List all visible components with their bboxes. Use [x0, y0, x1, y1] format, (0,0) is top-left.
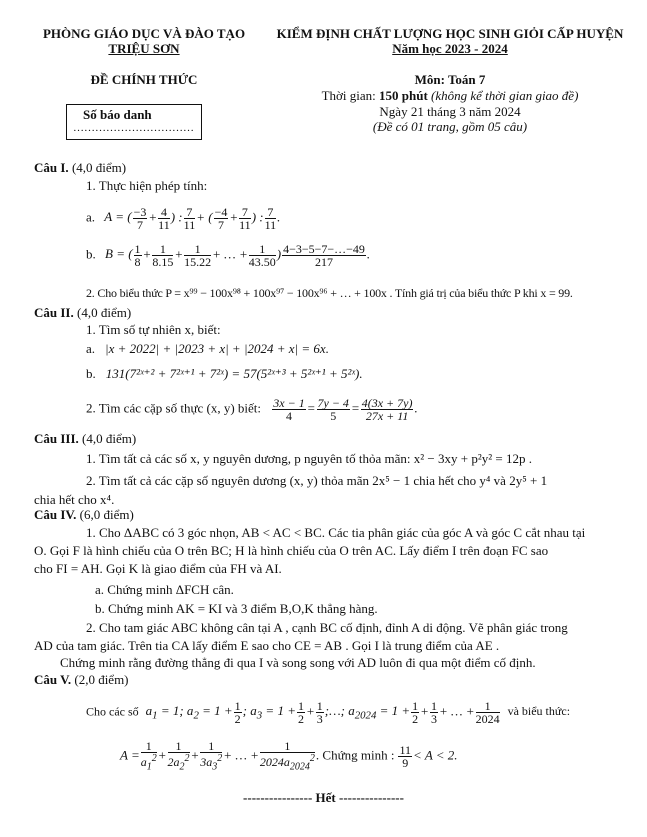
q2-item1: 1. Tìm số tự nhiên x, biết:	[86, 322, 221, 337]
official-label: ĐỀ CHÍNH THỨC	[90, 72, 198, 87]
district-name: TRIỆU SƠN	[108, 41, 180, 56]
exam-date: Ngày 21 tháng 3 năm 2024	[379, 104, 521, 119]
q4-p2-line2: AD của tam giác. Trên tia CA lấy điểm E sao cho CE = AB . Gọi I là trung điểm của AE .	[34, 638, 500, 653]
q4-p1-line3: cho FI = AH. Gọi K là giao điểm của FH và AI.	[34, 561, 282, 576]
q4-heading: Câu IV. (6,0 điểm)	[34, 507, 134, 522]
q2-heading: Câu II. (4,0 điểm)	[34, 305, 132, 320]
end-marker: ---------------- Hết ---------------	[243, 790, 404, 805]
q2-b: b. 131(7²ˣ⁺² + 7²ˣ⁺¹ + 7²ˣ) = 57(5²ˣ⁺³ + 5²ˣ⁺¹ + 5²ˣ).	[86, 366, 363, 381]
q3-item1: 1. Tìm tất cả các số x, y nguyên dương, p nguyên tố thỏa mãn: x² − 3xy + p²y² = 12p .	[86, 451, 532, 466]
q4-p2-line3: Chứng minh rằng đường thẳng đi qua I và song song với AD luôn đi qua một điểm cố định.	[60, 655, 536, 670]
candidate-number-label: Số báo danh	[83, 107, 152, 122]
page-info: (Đề có 01 trang, gồm 05 câu)	[372, 119, 528, 134]
q1-a: a. A = ( $\frac{-3}{7}$ + $\frac{4}{11}$ ) : $\frac{7}{11}$ + ( $\frac{-4}{7}$ + $\frac{7}{11}$ ) : $\frac{7}{11}$ .	[86, 205, 281, 232]
candidate-number-dots: ……………………………	[73, 122, 194, 134]
exam-time: Thời gian: 150 phút (không kể thời gian giao đề)	[321, 88, 579, 103]
school-year: Năm học 2023 - 2024	[392, 41, 508, 56]
q4-p1-b: b. Chứng minh AK = KI và 3 điểm B,O,K thẳng hàng.	[95, 601, 378, 616]
q4-p1-line2: O. Gọi F là hình chiếu của O trên BC; H là hình chiếu của O trên AC. Lấy điểm I trên đoạn FC sao	[34, 543, 549, 558]
q1-item1: 1. Thực hiện phép tính:	[86, 178, 208, 193]
q2-a: a. |x + 2022| + |2023 + x| + |2024 + x| = 6x.	[86, 341, 329, 356]
q1-heading: Câu I. (4,0 điểm)	[34, 160, 127, 175]
exam-title: KIỂM ĐỊNH CHẤT LƯỢNG HỌC SINH GIỎI CẤP HUYỆN	[276, 26, 624, 41]
candidate-number-box	[66, 104, 202, 140]
q1-b: b. B = ( $\frac{1}{8}$ + $\frac{1}{8.15}$ + $\frac{1}{15.22}$ + … + $\frac{1}{43.50}$ ) $\frac{4-3-5-7-\dots-49}{217}$ .	[86, 242, 371, 269]
q5-sequence: Cho các số $a_1 = 1$; $a_2 = 1$ + $\frac{1}{2}$ ; $a_3 = 1$ + $\frac{1}{2}$ + $\frac{1}{3}$ ;…; $a_{2024} = 1$ + $\frac{1}{2}$ + $\frac{1}{3}$ + … + $\frac{1}{2024}$ và biểu thức:	[86, 699, 571, 726]
subject: Môn: Toán 7	[414, 72, 486, 87]
q3-heading: Câu III. (4,0 điểm)	[34, 431, 137, 446]
q4-p2-line1: 2. Cho tam giác ABC không cân tại A , cạnh BC cố định, đỉnh A di động. Vẽ phân giác trong	[86, 620, 568, 635]
q3-item2: 2. Tìm tất cả các cặp số nguyên dương (x, y) thỏa mãn 2x⁵ − 1 chia hết cho y⁴ và 2y⁵ + 1	[86, 473, 548, 488]
q3-item2-cont: chia hết cho x⁴.	[34, 492, 115, 507]
dept-name: PHÒNG GIÁO DỤC VÀ ĐÀO TẠO	[42, 26, 246, 41]
q1-item2: 2. Cho biểu thức P = x⁹⁹ − 100x⁹⁸ + 100x⁹⁷ − 100x⁹⁶ + … + 100x . Tính giá trị của biểu thức P khi x = 99.	[86, 286, 573, 300]
q4-p1-line1: 1. Cho ΔABC có 3 góc nhọn, AB < AC < BC. Các tia phân giác của góc A và góc C cắt nhau tại	[86, 525, 586, 540]
q2-item2: 2. Tìm các cặp số thực (x, y) biết: $\frac{3x - 1}{4}$ = $\frac{7y - 4}{5}$ = $\frac{4(3x + 7y)}{27x + 11}$ .	[86, 396, 418, 423]
q5-heading: Câu V. (2,0 điểm)	[34, 672, 129, 687]
q4-p1-a: a. Chứng minh ΔFCH cân.	[95, 582, 234, 597]
q5-expression: A = $\frac{1}{a_1^2}$ + $\frac{1}{2a_2^2}$ + $\frac{1}{3a_3^2}$ + … + $\frac{1}{2024a_{2024}^2}$ . Chứng minh : $\frac{11}{9}$ < A < 2.	[120, 739, 458, 773]
